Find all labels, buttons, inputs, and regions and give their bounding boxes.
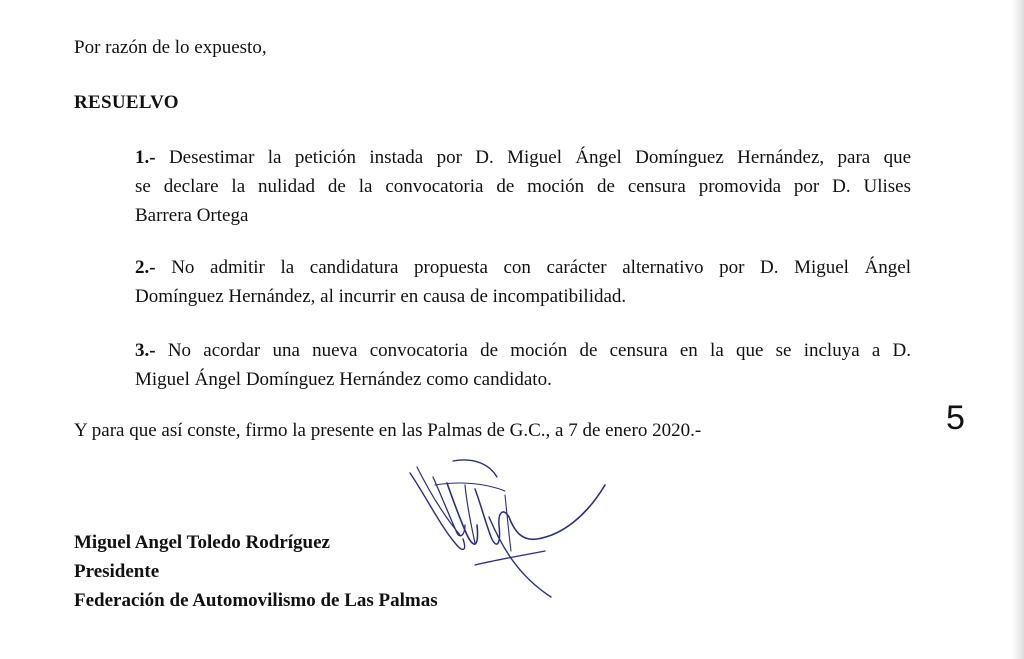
item-text: No admitir la candidatura propuesta con carácter alternativo por D. Miguel Ángel [171, 257, 912, 278]
closing-statement: Y para que así conste, firmo la presente en las Palmas de G.C., a 7 de enero 2020.- [74, 420, 702, 441]
item-line [135, 143, 911, 172]
resolution-item-1 [135, 143, 911, 230]
signer-name: Miguel Angel Toledo Rodríguez [74, 532, 330, 553]
item-line [135, 336, 911, 365]
item-line: se declare la nulidad de la convocatoria de moción de censura promovida por D. Ulises [135, 176, 911, 197]
item-text: Desestimar la petición instada por D. Miguel Ángel Domínguez Hernández, para que [168, 147, 911, 168]
item-number: 3.- [135, 340, 156, 361]
signer-block [74, 528, 438, 615]
item-number: 2.- [135, 257, 156, 278]
item-line [135, 253, 911, 282]
resolution-heading: RESUELVO [74, 92, 179, 113]
page-number: 5 [946, 399, 965, 437]
item-number: 1.- [135, 147, 156, 168]
intro-text: Por razón de lo expuesto, [74, 37, 267, 58]
signer-title: Presidente [74, 561, 160, 582]
item-line: Miguel Ángel Domínguez Hernández como candidato. [135, 369, 552, 390]
item-line: Domínguez Hernández, al incurrir en causa de incompatibilidad. [135, 286, 627, 307]
resolution-item-2 [135, 253, 911, 311]
handwritten-signature [405, 455, 625, 605]
resolution-item-3 [135, 336, 911, 394]
signer-organization: Federación de Automovilismo de Las Palmas [74, 590, 438, 611]
item-line: Barrera Ortega [135, 205, 249, 226]
item-text: No acordar una nueva convocatoria de moción de censura en la que se incluya a D. [167, 340, 912, 361]
page-edge-shadow [1012, 0, 1024, 659]
